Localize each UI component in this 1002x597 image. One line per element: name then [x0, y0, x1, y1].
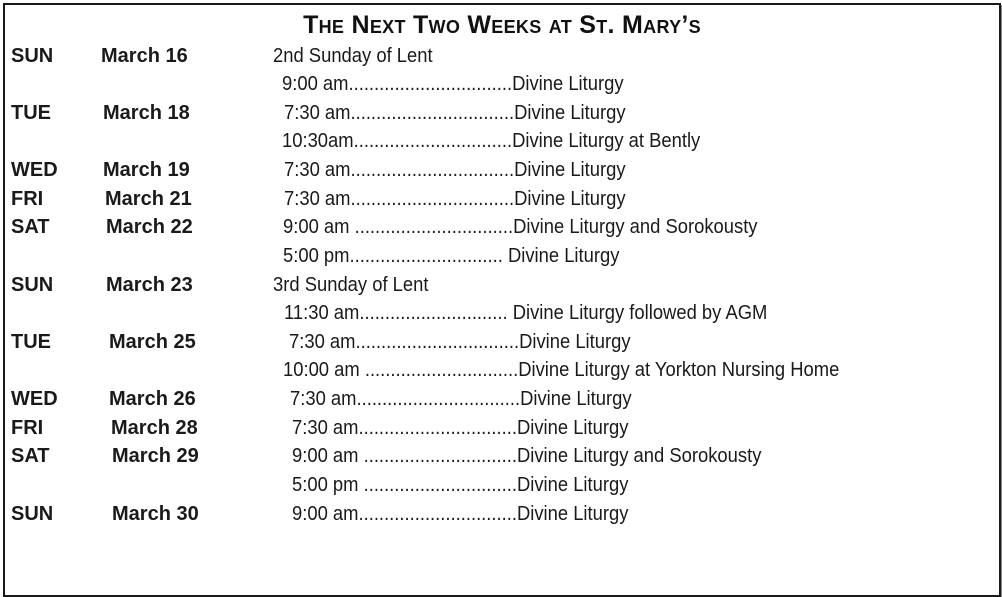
- row-day: FRI: [11, 188, 44, 210]
- schedule-row: [5, 128, 999, 156]
- schedule-row: [5, 386, 999, 414]
- row-text: 9:00 am...............................Divine Liturgy: [292, 503, 629, 525]
- schedule-row: [5, 357, 999, 385]
- row-text: 5:00 pm ..............................Divine Liturgy: [292, 474, 629, 496]
- row-day: SUN: [11, 274, 54, 296]
- row-text: 7:30 am................................Divine Liturgy: [284, 102, 626, 124]
- schedule-row: [5, 100, 999, 128]
- row-text: 9:00 am................................Divine Liturgy: [282, 73, 624, 95]
- row-date: March 19: [103, 159, 190, 181]
- row-text: 7:30 am................................Divine Liturgy: [289, 331, 631, 353]
- row-text: 10:30am...............................Divine Liturgy at Bently: [282, 130, 701, 152]
- schedule-row: [5, 243, 999, 271]
- row-text: 7:30 am...............................Divine Liturgy: [292, 417, 629, 439]
- schedule-row: [5, 415, 999, 443]
- schedule-row: [5, 43, 999, 71]
- row-text: 2nd Sunday of Lent: [273, 45, 433, 67]
- schedule-row: [5, 472, 999, 500]
- row-day: SAT: [11, 216, 50, 238]
- row-day: FRI: [11, 417, 44, 439]
- row-text: 7:30 am................................Divine Liturgy: [284, 188, 626, 210]
- row-text: 3rd Sunday of Lent: [273, 274, 429, 296]
- row-day: TUE: [11, 331, 51, 353]
- row-text: 11:30 am............................. Divine Liturgy followed by AGM: [284, 302, 768, 324]
- row-text: 9:00 am ...............................Divine Liturgy and Sorokousty: [283, 216, 758, 238]
- schedule-row: [5, 71, 999, 99]
- row-text: 5:00 pm.............................. Divine Liturgy: [283, 245, 620, 267]
- row-date: March 30: [112, 503, 199, 525]
- row-date: March 18: [103, 102, 190, 124]
- row-date: March 21: [105, 188, 192, 210]
- row-text: 10:00 am ..............................Divine Liturgy at Yorkton Nursing Home: [283, 359, 840, 381]
- row-text: 7:30 am................................Divine Liturgy: [284, 159, 626, 181]
- row-day: SAT: [11, 445, 50, 467]
- schedule-row: [5, 214, 999, 242]
- row-day: SUN: [11, 45, 54, 67]
- row-day: WED: [11, 388, 58, 410]
- row-date: March 23: [106, 274, 193, 296]
- row-day: WED: [11, 159, 58, 181]
- row-date: March 26: [109, 388, 196, 410]
- row-text: 7:30 am................................Divine Liturgy: [290, 388, 632, 410]
- row-date: March 28: [111, 417, 198, 439]
- schedule-row: [5, 157, 999, 185]
- row-date: March 25: [109, 331, 196, 353]
- schedule-row: [5, 329, 999, 357]
- row-date: March 29: [112, 445, 199, 467]
- row-text: 9:00 am ..............................Divine Liturgy and Sorokousty: [292, 445, 762, 467]
- schedule-row: [5, 501, 999, 529]
- schedule-row: [5, 186, 999, 214]
- row-date: March 16: [101, 45, 188, 67]
- schedule-row: [5, 300, 999, 328]
- bulletin-frame: [3, 3, 1001, 597]
- page-title: The Next Two Weeks at St. Mary’s: [303, 11, 701, 39]
- row-date: March 22: [106, 216, 193, 238]
- row-day: TUE: [11, 102, 51, 124]
- row-day: SUN: [11, 503, 54, 525]
- schedule-row: [5, 272, 999, 300]
- schedule-row: [5, 443, 999, 471]
